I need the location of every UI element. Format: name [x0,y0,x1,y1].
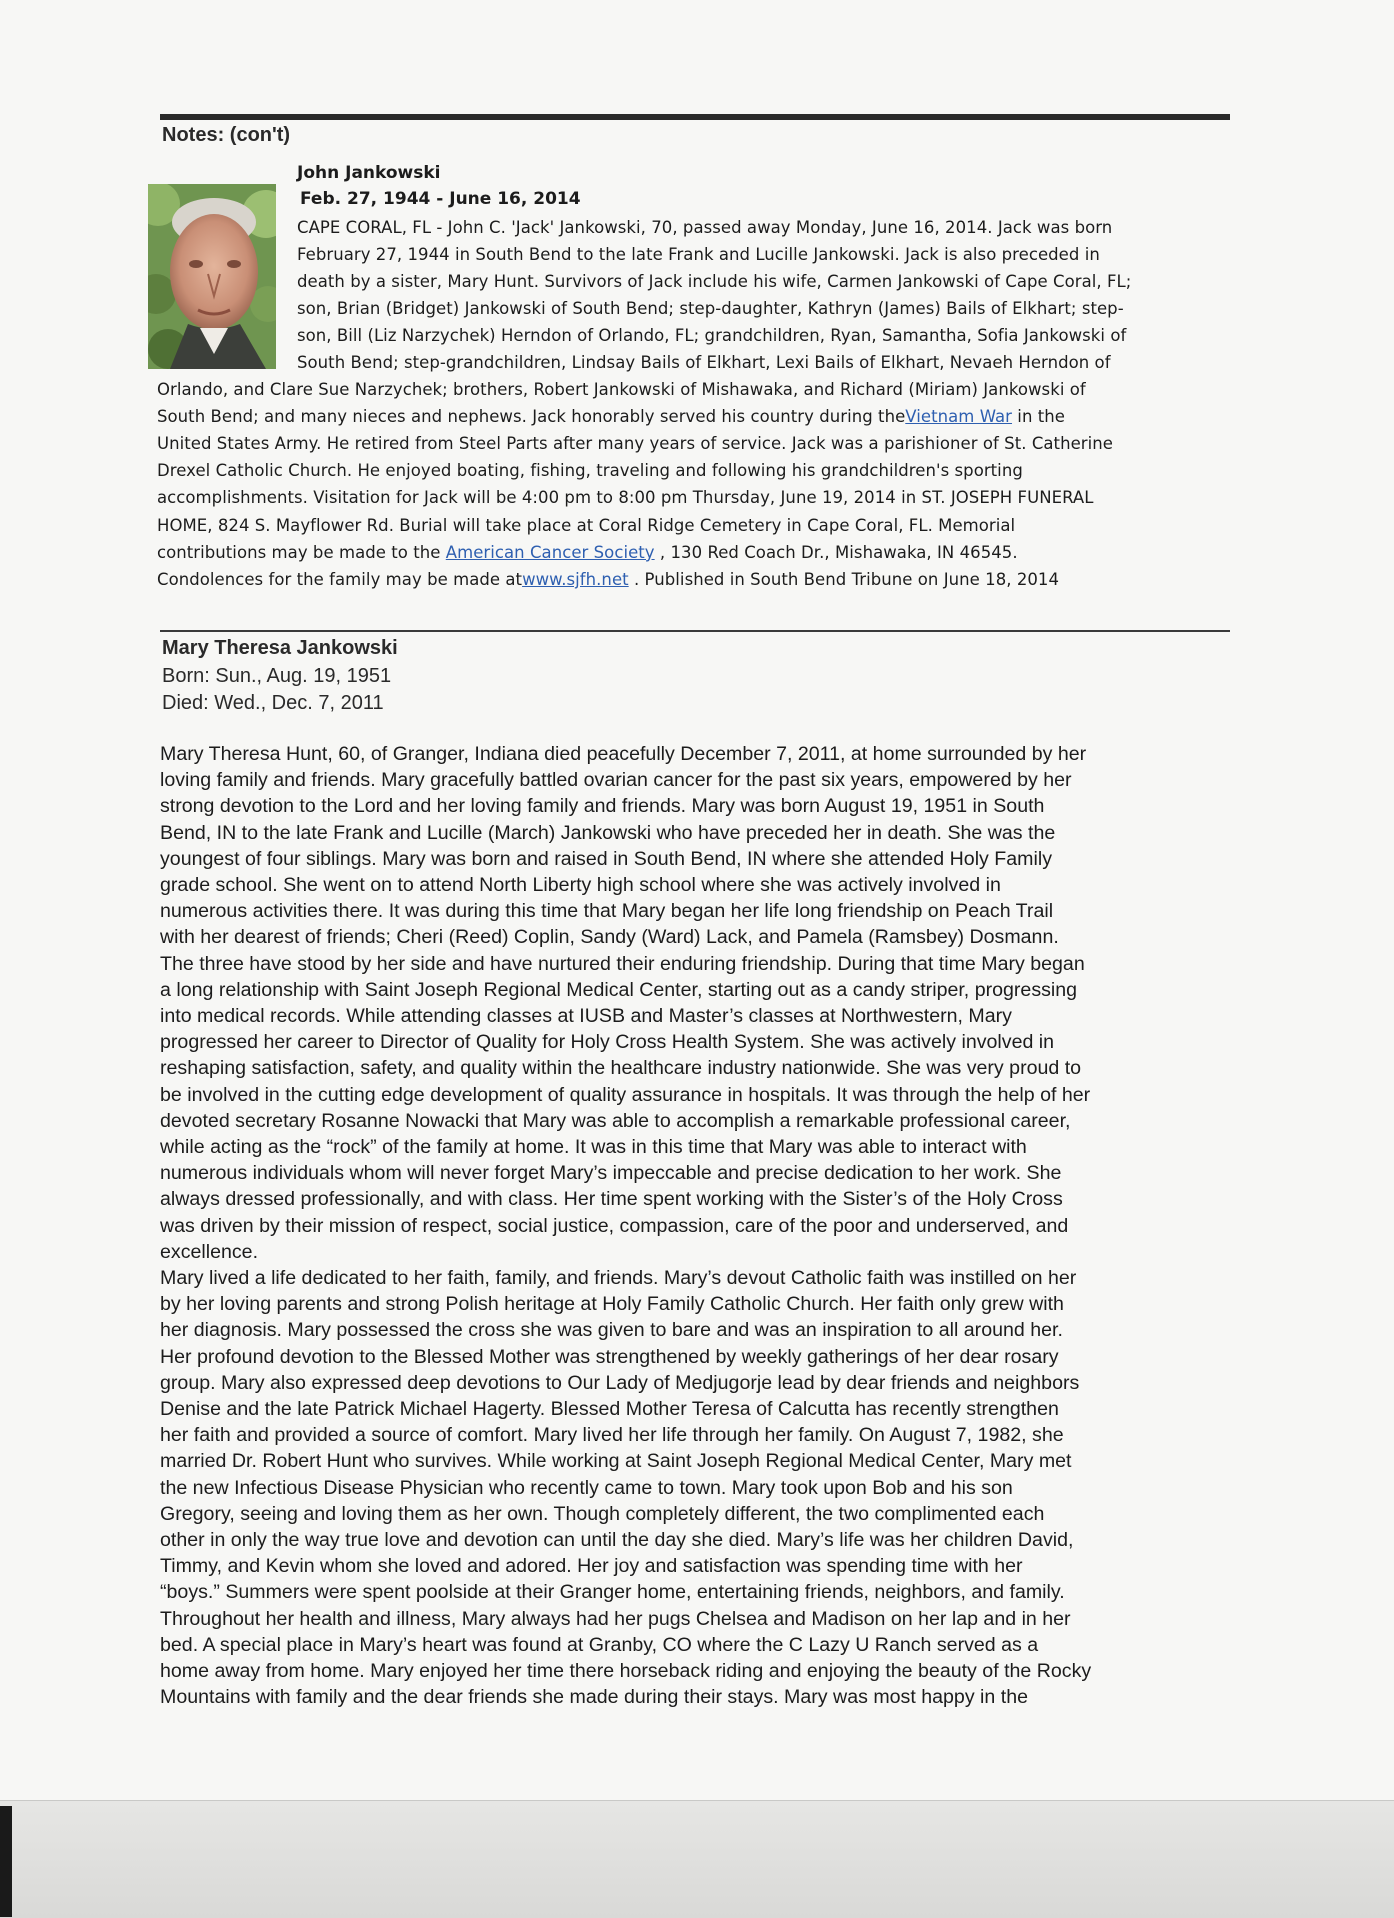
obituary-1-text: son, Bill (Liz Narzychek) Herndon of Orlando, FL; grandchildren, Ryan, Samantha, Sofia Jankowski of [297,326,1127,345]
obituary-2-line: reshaping satisfaction, safety, and quality within the healthcare industry nationwide. She was very proud to [160,1057,1082,1079]
obituary-1-line [297,272,1131,291]
obituary-2-line: Mary Theresa Hunt, 60, of Granger, Indiana died peacefully December 7, 2011, at home surrounded by her [160,743,1087,765]
obituary-2-line: be involved in the cutting edge development of quality assurance in hospitals. It was through the help of her [160,1084,1091,1106]
portrait-photo [148,184,276,369]
obituary-1-line [157,543,1018,562]
obituary-1-line [157,380,1086,399]
obituary-1-text: death by a sister, Mary Hunt. Survivors of Jack include his wife, Carmen Jankowski of Cape Coral, FL; [297,272,1132,291]
obituary-1-line [297,218,1112,237]
obituary-2-line: her faith and provided a source of comfort. Mary lived her life through her family. On August 7, 1982, she [160,1424,1064,1446]
obituary-2-line: by her loving parents and strong Polish heritage at Holy Family Catholic Church. Her faith only grew with [160,1293,1064,1315]
obituary-2-line: grade school. She went on to attend North Liberty high school where she was actively involved in [160,874,1001,896]
obituary-2-line: progressed her career to Director of Quality for Holy Cross Health System. She was actively involved in [160,1031,1055,1053]
obituary-2-line: loving family and friends. Mary gracefully battled ovarian cancer for the past six years, empowered by her [160,769,1072,791]
obituary-2-line: other in only the way true love and devotion can until the day she died. Mary’s life was her children David, [160,1529,1074,1551]
obituary-2-line: married Dr. Robert Hunt who survives. While working at Saint Joseph Regional Medical Center, Mary met [160,1450,1072,1472]
obituary-1-text: United States Army. He retired from Steel Parts after many years of service. Jack was a parishioner of St. Catherine [157,434,1113,453]
obituary-2-line: a long relationship with Saint Joseph Regional Medical Center, starting out as a candy striper, progressing [160,979,1078,1001]
obituary-1-text: contributions may be made to the [157,543,446,562]
obituary-2-line: numerous activities there. It was during this time that Mary began her life long friendship on Peach Trail [160,900,1054,922]
obituary-2-line: strong devotion to the Lord and her loving family and friends. Mary was born August 19, 1951 in South [160,795,1045,817]
obituary-1-link[interactable]: www.sjfh.net [522,570,629,589]
obituary-1-link[interactable]: American Cancer Society [445,543,655,562]
top-divider [160,114,1230,120]
obituary-1-text: HOME, 824 S. Mayflower Rd. Burial will take place at Coral Ridge Cemetery in Cape Coral, FL. Memorial [157,516,1016,535]
obituary-1-text: accomplishments. Visitation for Jack will be 4:00 pm to 8:00 pm Thursday, June 19, 2014 in ST. JOSEPH FUNERAL [157,488,1094,507]
obituary-1-text: Condolences for the family may be made at [157,570,523,589]
obituary-2-line: bed. A special place in Mary’s heart was found at Granby, CO where the C Lazy U Ranch served as a [160,1634,1039,1656]
obituary-1-text-after-link: , 130 Red Coach Dr., Mishawaka, IN 46545. [654,543,1018,562]
obituary-2-line: while acting as the “rock” of the family at home. It was in this time that Mary was able to interact with [160,1136,1027,1158]
obituary-1-link[interactable]: Vietnam War [905,407,1013,426]
obituary-2-born: Born: Sun., Aug. 19, 1951 [162,665,392,687]
obituary-2-line: home away from home. Mary enjoyed her time there horseback riding and enjoying the beauty of the Rocky [160,1660,1092,1682]
obituary-1-line [157,488,1094,507]
section-divider [160,630,1230,632]
obituary-2-line: the new Infectious Disease Physician who recently came to town. Mary took upon Bob and his son [160,1477,1013,1499]
obituary-1-dates: Feb. 27, 1944 - June 16, 2014 [300,189,581,209]
obituary-2-line: Bend, IN to the late Frank and Lucille (March) Jankowski who have preceded her in death. She was the [160,822,1056,844]
obituary-2-line: youngest of four siblings. Mary was born and raised in South Bend, IN where she attended Holy Family [160,848,1052,870]
obituary-2-line: Denise and the late Patrick Michael Hagerty. Blessed Mother Teresa of Calcutta has recently strengthen [160,1398,1059,1420]
obituary-2-line: into medical records. While attending classes at IUSB and Master’s classes at Northwestern, Mary [160,1005,1012,1027]
obituary-1-text: South Bend; step-grandchildren, Lindsay Bails of Elkhart, Lexi Bails of Elkhart, Nevaeh Herndon of [297,353,1111,372]
notes-heading: Notes: (con't) [162,124,291,146]
obituary-1-text: Orlando, and Clare Sue Narzychek; brothers, Robert Jankowski of Mishawaka, and Richard (Miriam) Jankowski of [157,380,1086,399]
scan-shadow [0,1806,12,1917]
obituary-2-name: Mary Theresa Jankowski [162,637,398,659]
obituary-2-line: group. Mary also expressed deep devotions to Our Lady of Medjugorje lead by dear friends and neighbors [160,1372,1080,1394]
obituary-2-line: “boys.” Summers were spent poolside at their Granger home, entertaining friends, neighbors, and family. [160,1581,1065,1603]
obituary-2-line: Timmy, and Kevin whom she loved and adored. Her joy and satisfaction was spending time with her [160,1555,1023,1577]
scan-bottom-edge [0,1800,1394,1918]
obituary-1-line [297,299,1124,318]
obituary-2-line: Mountains with family and the dear friends she made during their stays. Mary was most happy in the [160,1686,1028,1708]
obituary-2-line: with her dearest of friends; Cheri (Reed) Coplin, Sandy (Ward) Lack, and Pamela (Ramsbey) Dosmann. [160,926,1059,948]
obituary-2-line: excellence. [160,1241,259,1263]
obituary-1-text-after-link: in the [1012,407,1065,426]
obituary-2-line: devoted secretary Rosanne Nowacki that Mary was able to accomplish a remarkable professional career, [160,1110,1071,1132]
obituary-1-line [297,353,1111,372]
obituary-2-died: Died: Wed., Dec. 7, 2011 [162,692,384,714]
portrait-image [148,184,276,369]
obituary-1-line [157,434,1113,453]
obituary-2-line: Throughout her health and illness, Mary always had her pugs Chelsea and Madison on her lap and in her [160,1608,1071,1630]
obituary-2-line: her diagnosis. Mary possessed the cross she was given to bare and was an inspiration to all around her. [160,1319,1063,1341]
obituary-1-text: February 27, 1944 in South Bend to the late Frank and Lucille Jankowski. Jack is also preceded in [297,245,1100,264]
obituary-1-text: CAPE CORAL, FL - John C. 'Jack' Jankowski, 70, passed away Monday, June 16, 2014. Jack was born [297,218,1113,237]
obituary-1-line [157,570,1059,589]
obituary-2-line: Her profound devotion to the Blessed Mother was strengthened by weekly gatherings of her dear rosary [160,1346,1059,1368]
obituary-2-line: Gregory, seeing and loving them as her own. Though completely different, the two complimented each [160,1503,1045,1525]
obituary-1-text: son, Brian (Bridget) Jankowski of South Bend; step-daughter, Kathryn (James) Bails of Elkhart; step- [297,299,1124,318]
obituary-1-line [157,407,1065,426]
obituary-1-name: John Jankowski [297,163,441,183]
obituary-1-line [157,516,1015,535]
obituary-2-line: Mary lived a life dedicated to her faith, family, and friends. Mary’s devout Catholic faith was instilled on her [160,1267,1077,1289]
obituary-1-text: South Bend; and many nieces and nephews. Jack honorably served his country during the [157,407,906,426]
obituary-1-line [157,461,1023,480]
obituary-1-line [297,245,1100,264]
obituary-2-line: The three have stood by her side and have nurtured their enduring friendship. During that time Mary began [160,953,1085,975]
obituary-1-line [297,326,1126,345]
obituary-2-line: numerous individuals whom will never forget Mary’s impeccable and precise dedication to her work. She [160,1162,1062,1184]
obituary-2-line: was driven by their mission of respect, social justice, compassion, care of the poor and underserved, and [160,1215,1069,1237]
obituary-2-line: always dressed professionally, and with class. Her time spent working with the Sister’s of the Holy Cross [160,1188,1063,1210]
obituary-1-text: Drexel Catholic Church. He enjoyed boating, fishing, traveling and following his grandchildren's sporting [157,461,1023,480]
obituary-1-text-after-link: . Published in South Bend Tribune on June 18, 2014 [628,570,1060,589]
